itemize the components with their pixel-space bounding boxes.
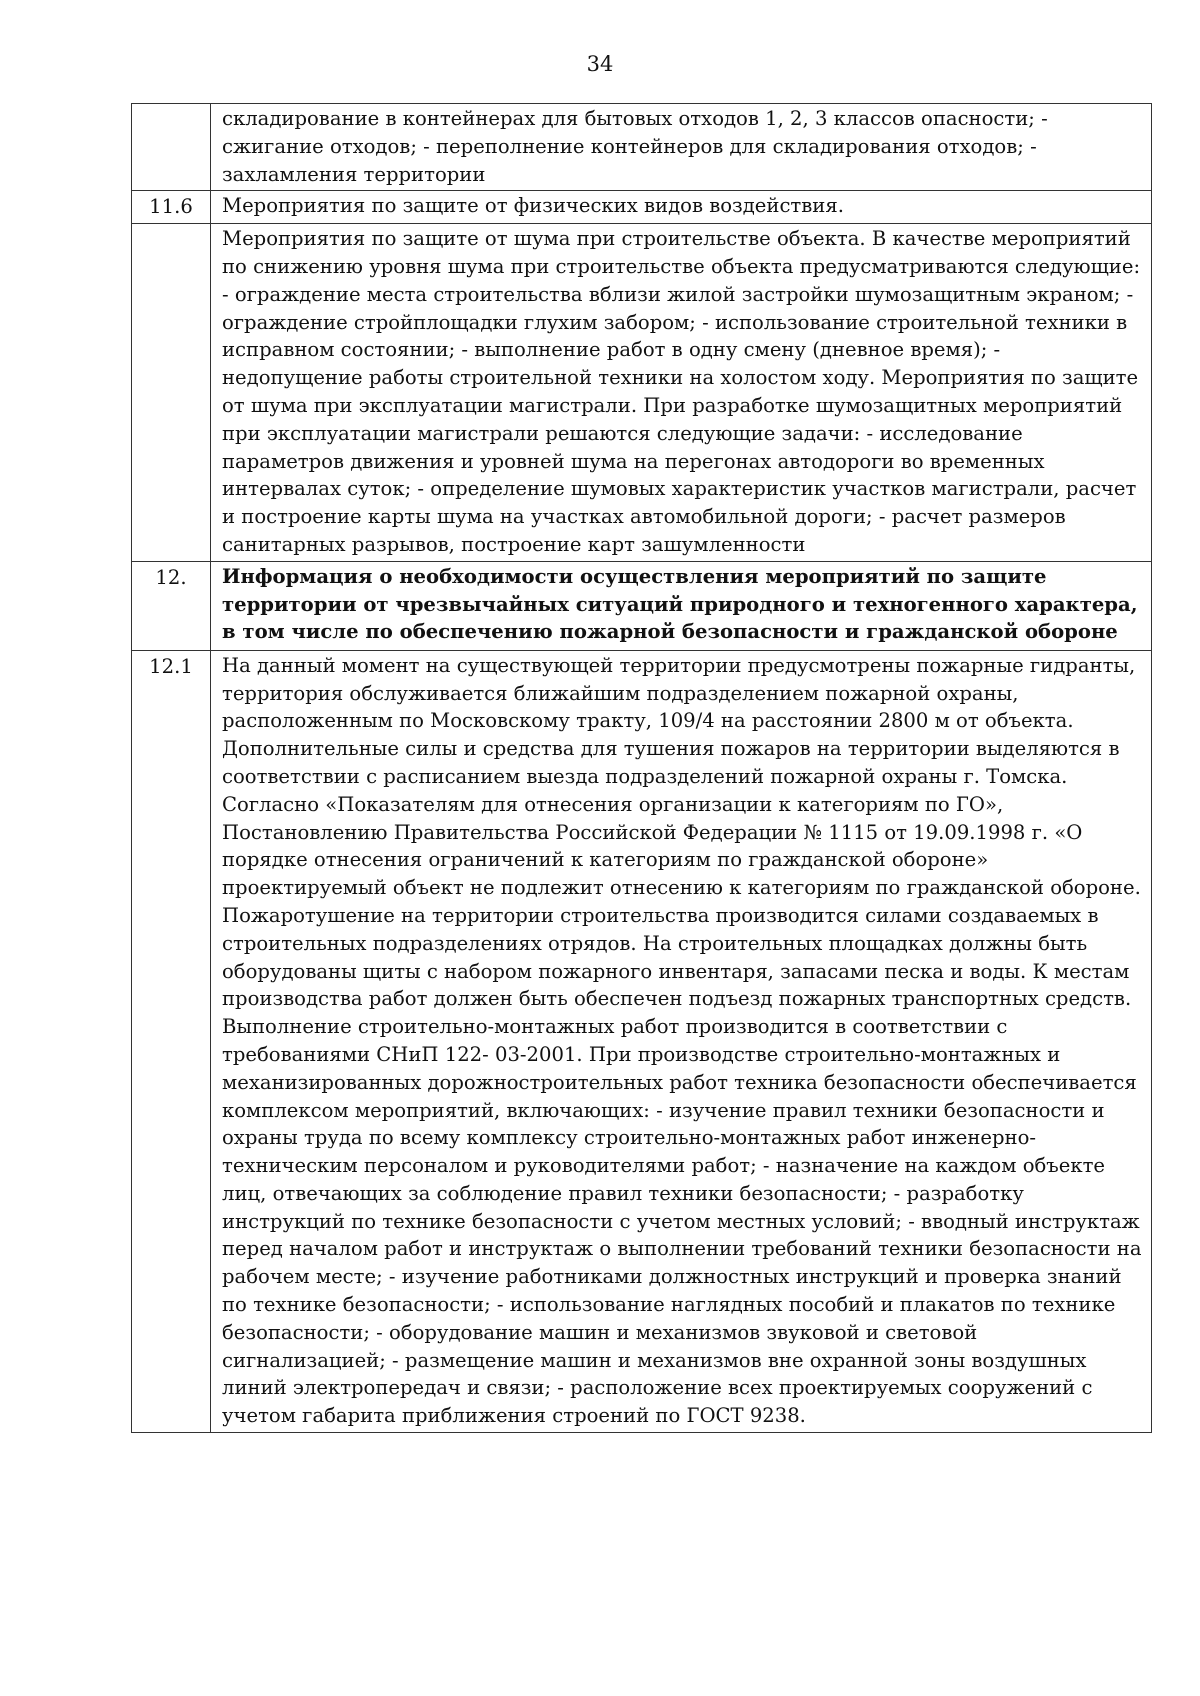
content-table bbox=[131, 103, 1152, 1433]
row-number bbox=[132, 224, 211, 562]
table-row bbox=[132, 104, 1152, 191]
row-text: Мероприятия по защите от шума при строительстве объекта. В качестве мероприятий по снижению уровня шума при строительстве объекта предусматриваются следующие: - ограждение места строительства вблизи жилой застройки шумозащитным экраном; - ограждение стройплощадки глухим забором; - использование строительной техники в исправном состоянии; - выполнение работ в одну смену (дневное время); - недопущение работы строительной техники на холостом ходу. Мероприятия по защите от шума при эксплуатации магистрали. При разработке шумозащитных мероприятий при эксплуатации магистрали решаются следующие задачи: - исследование параметров движения и уровней шума на перегонах автодороги во временных интервалах суток; - определение шумовых характеристик участков магистрали, расчет и построение карты шума на участках автомобильной дороги; - расчет размеров санитарных разрывов, построение карт зашумленности bbox=[211, 224, 1152, 562]
row-number bbox=[132, 104, 211, 191]
section-heading: Информация о необходимости осуществления мероприятий по защите территории от чрезвычайных ситуаций природного и техногенного характера, в том числе по обеспечению пожарной безопасности и гражданской обороне bbox=[211, 561, 1152, 650]
table-row bbox=[132, 561, 1152, 650]
row-number: 12. bbox=[132, 561, 211, 650]
row-text: На данный момент на существующей территории предусмотрены пожарные гидранты, территория обслуживается ближайшим подразделением пожарной охраны, расположенным по Московскому тракту, 109/4 на расстоянии 2800 м от объекта. Дополнительные силы и средства для тушения пожаров на территории выделяются в соответствии с расписанием выезда подразделений пожарной охраны г. Томска. Согласно «Показателям для отнесения организации к категориям по ГО», Постановлению Правительства Российской Федерации № 1115 от 19.09.1998 г. «О порядке отнесения ограничений к категориям по гражданской обороне» проектируемый объект не подлежит отнесению к категориям по гражданской обороне. Пожаротушение на территории строительства производится силами создаваемых в строительных подразделениях отрядов. На строительных площадках должны быть оборудованы щиты с набором пожарного инвентаря, запасами песка и воды. К местам производства работ должен быть обеспечен подъезд пожарных транспортных средств. Выполнение строительно-монтажных работ производится в соответствии с требованиями СНиП 122- 03-2001. При производстве строительно-монтажных и механизированных дорожностроительных работ техника безопасности обеспечивается комплексом мероприятий, включающих: - изучение правил техники безопасности и охраны труда по всему комплексу строительно-монтажных работ инженерно-техническим персоналом и руководителями работ; - назначение на каждом объекте лиц, отвечающих за соблюдение правил техники безопасности; - разработку инструкций по технике безопасности с учетом местных условий; - вводный инструктаж перед началом работ и инструктаж о выполнении требований техники безопасности на рабочем месте; - изучение работниками должностных инструкций и проверка знаний по технике безопасности; - использование наглядных пособий и плакатов по технике безопасности; - оборудование машин и механизмов звуковой и световой сигнализацией; - размещение машин и механизмов вне охранной зоны воздушных линий электропередач и связи; - расположение всех проектируемых сооружений с учетом габарита приближения строений по ГОСТ 9238. bbox=[211, 650, 1152, 1432]
row-text: складирование в контейнерах для бытовых отходов 1, 2, 3 классов опасности; - сжигание отходов; - переполнение контейнеров для складирования отходов; - захламления территории bbox=[211, 104, 1152, 191]
row-text: Мероприятия по защите от физических видов воздействия. bbox=[211, 191, 1152, 224]
table-row bbox=[132, 191, 1152, 224]
page-number: 34 bbox=[586, 52, 614, 76]
table-row bbox=[132, 650, 1152, 1432]
row-number: 12.1 bbox=[132, 650, 211, 1432]
row-number: 11.6 bbox=[132, 191, 211, 224]
table-row bbox=[132, 224, 1152, 562]
